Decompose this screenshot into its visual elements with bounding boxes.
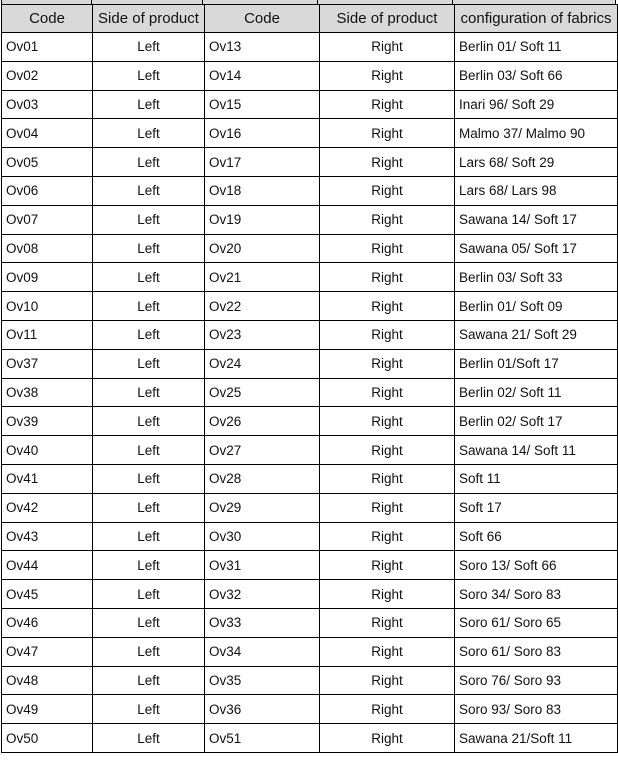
side-right-cell: Right [320, 119, 455, 148]
code-right-cell: Ov31 [205, 551, 320, 580]
fabric-config-cell: Inari 96/ Soft 29 [455, 90, 618, 119]
table-row [2, 205, 618, 234]
side-right-cell: Right [320, 464, 455, 493]
side-right-cell: Right [320, 349, 455, 378]
code-left-cell: Ov46 [2, 608, 93, 637]
table-row [2, 320, 618, 349]
table-row [2, 176, 618, 205]
side-right-cell: Right [320, 320, 455, 349]
table-row [2, 637, 618, 666]
table-row [2, 119, 618, 148]
code-right-cell: Ov33 [205, 608, 320, 637]
code-left-cell: Ov41 [2, 464, 93, 493]
table-row [2, 493, 618, 522]
table-row [2, 90, 618, 119]
fabric-config-cell: Soro 13/ Soft 66 [455, 551, 618, 580]
fabric-config-cell: Sawana 21/ Soft 29 [455, 320, 618, 349]
code-left-cell: Ov42 [2, 493, 93, 522]
code-right-cell: Ov16 [205, 119, 320, 148]
code-right-cell: Ov27 [205, 436, 320, 465]
fabric-config-cell: Berlin 01/Soft 17 [455, 349, 618, 378]
side-right-cell: Right [320, 493, 455, 522]
code-right-cell: Ov30 [205, 522, 320, 551]
fabric-config-cell: Sawana 14/ Soft 17 [455, 205, 618, 234]
code-right-cell: Ov22 [205, 292, 320, 321]
code-left-cell: Ov37 [2, 349, 93, 378]
side-left-cell: Left [93, 666, 205, 695]
code-left-cell: Ov38 [2, 378, 93, 407]
table-row [2, 551, 618, 580]
table-row [2, 580, 618, 609]
code-right-cell: Ov32 [205, 580, 320, 609]
code-left-cell: Ov47 [2, 637, 93, 666]
side-right-cell: Right [320, 61, 455, 90]
code-right-cell: Ov36 [205, 695, 320, 724]
code-right-cell: Ov20 [205, 234, 320, 263]
header-side-left: Side of product [93, 5, 205, 33]
table-row [2, 148, 618, 177]
side-right-cell: Right [320, 608, 455, 637]
table-row [2, 522, 618, 551]
fabric-config-cell: Soro 61/ Soro 65 [455, 608, 618, 637]
code-left-cell: Ov02 [2, 61, 93, 90]
cropped-cell [203, 0, 318, 4]
fabric-config-cell: Berlin 02/ Soft 17 [455, 407, 618, 436]
fabric-config-cell: Soro 76/ Soro 93 [455, 666, 618, 695]
side-left-cell: Left [93, 608, 205, 637]
fabric-config-cell: Soft 11 [455, 464, 618, 493]
code-left-cell: Ov06 [2, 176, 93, 205]
table-row [2, 234, 618, 263]
side-left-cell: Left [93, 349, 205, 378]
fabric-config-cell: Soro 61/ Soro 83 [455, 637, 618, 666]
code-right-cell: Ov34 [205, 637, 320, 666]
fabric-config-cell: Soft 66 [455, 522, 618, 551]
side-right-cell: Right [320, 724, 455, 753]
table-row [2, 436, 618, 465]
code-left-cell: Ov50 [2, 724, 93, 753]
fabric-config-cell: Sawana 05/ Soft 17 [455, 234, 618, 263]
side-left-cell: Left [93, 61, 205, 90]
code-right-cell: Ov29 [205, 493, 320, 522]
side-left-cell: Left [93, 234, 205, 263]
code-left-cell: Ov43 [2, 522, 93, 551]
side-left-cell: Left [93, 378, 205, 407]
code-right-cell: Ov13 [205, 33, 320, 62]
side-left-cell: Left [93, 263, 205, 292]
side-left-cell: Left [93, 724, 205, 753]
fabric-config-cell: Lars 68/ Soft 29 [455, 148, 618, 177]
code-left-cell: Ov05 [2, 148, 93, 177]
cropped-cell [318, 0, 453, 4]
side-left-cell: Left [93, 637, 205, 666]
cropped-row-strip [1, 0, 616, 4]
table-row [2, 33, 618, 62]
header-fabric-config: configuration of fabrics [455, 5, 618, 33]
side-right-cell: Right [320, 695, 455, 724]
code-left-cell: Ov03 [2, 90, 93, 119]
side-left-cell: Left [93, 436, 205, 465]
code-left-cell: Ov01 [2, 33, 93, 62]
table-row [2, 724, 618, 753]
table-row [2, 378, 618, 407]
code-right-cell: Ov18 [205, 176, 320, 205]
side-right-cell: Right [320, 407, 455, 436]
side-right-cell: Right [320, 263, 455, 292]
cropped-cell [1, 0, 92, 4]
code-left-cell: Ov11 [2, 320, 93, 349]
side-left-cell: Left [93, 464, 205, 493]
code-left-cell: Ov45 [2, 580, 93, 609]
side-left-cell: Left [93, 320, 205, 349]
fabric-config-cell: Soro 93/ Soro 83 [455, 695, 618, 724]
table-row [2, 292, 618, 321]
fabric-config-cell: Malmo 37/ Malmo 90 [455, 119, 618, 148]
side-left-cell: Left [93, 148, 205, 177]
side-left-cell: Left [93, 493, 205, 522]
side-left-cell: Left [93, 695, 205, 724]
code-left-cell: Ov10 [2, 292, 93, 321]
code-right-cell: Ov17 [205, 148, 320, 177]
code-right-cell: Ov28 [205, 464, 320, 493]
side-left-cell: Left [93, 522, 205, 551]
side-left-cell: Left [93, 407, 205, 436]
fabric-config-cell: Sawana 14/ Soft 11 [455, 436, 618, 465]
table-row [2, 464, 618, 493]
side-right-cell: Right [320, 378, 455, 407]
side-left-cell: Left [93, 580, 205, 609]
code-right-cell: Ov21 [205, 263, 320, 292]
fabric-config-cell: Berlin 03/ Soft 33 [455, 263, 618, 292]
side-right-cell: Right [320, 551, 455, 580]
side-right-cell: Right [320, 90, 455, 119]
fabric-config-cell: Berlin 01/ Soft 11 [455, 33, 618, 62]
side-left-cell: Left [93, 119, 205, 148]
table-row [2, 263, 618, 292]
side-right-cell: Right [320, 436, 455, 465]
header-code-right: Code [205, 5, 320, 33]
code-left-cell: Ov04 [2, 119, 93, 148]
table-row [2, 349, 618, 378]
side-left-cell: Left [93, 551, 205, 580]
side-right-cell: Right [320, 176, 455, 205]
code-right-cell: Ov14 [205, 61, 320, 90]
fabric-config-cell: Soro 34/ Soro 83 [455, 580, 618, 609]
code-right-cell: Ov24 [205, 349, 320, 378]
table-row [2, 608, 618, 637]
header-side-right: Side of product [320, 5, 455, 33]
side-left-cell: Left [93, 90, 205, 119]
side-right-cell: Right [320, 580, 455, 609]
code-right-cell: Ov25 [205, 378, 320, 407]
table-row [2, 666, 618, 695]
code-right-cell: Ov15 [205, 90, 320, 119]
side-left-cell: Left [93, 292, 205, 321]
side-right-cell: Right [320, 148, 455, 177]
side-right-cell: Right [320, 234, 455, 263]
code-left-cell: Ov40 [2, 436, 93, 465]
table-row [2, 407, 618, 436]
code-left-cell: Ov44 [2, 551, 93, 580]
code-right-cell: Ov23 [205, 320, 320, 349]
table-row [2, 61, 618, 90]
code-left-cell: Ov39 [2, 407, 93, 436]
side-right-cell: Right [320, 637, 455, 666]
side-right-cell: Right [320, 292, 455, 321]
table-header [2, 5, 618, 33]
side-left-cell: Left [93, 33, 205, 62]
side-right-cell: Right [320, 522, 455, 551]
code-right-cell: Ov19 [205, 205, 320, 234]
fabric-config-cell: Berlin 03/ Soft 66 [455, 61, 618, 90]
header-row [2, 5, 618, 33]
fabric-config-table [1, 4, 618, 753]
table-row [2, 695, 618, 724]
code-left-cell: Ov48 [2, 666, 93, 695]
fabric-config-cell: Berlin 01/ Soft 09 [455, 292, 618, 321]
code-left-cell: Ov09 [2, 263, 93, 292]
side-right-cell: Right [320, 666, 455, 695]
header-code-left: Code [2, 5, 93, 33]
code-left-cell: Ov08 [2, 234, 93, 263]
side-right-cell: Right [320, 33, 455, 62]
cropped-cell [453, 0, 616, 4]
table-body [2, 33, 618, 753]
code-right-cell: Ov51 [205, 724, 320, 753]
code-right-cell: Ov35 [205, 666, 320, 695]
fabric-config-cell: Berlin 02/ Soft 11 [455, 378, 618, 407]
cropped-cell [92, 0, 203, 4]
fabric-config-cell: Soft 17 [455, 493, 618, 522]
side-right-cell: Right [320, 205, 455, 234]
fabric-config-cell: Sawana 21/Soft 11 [455, 724, 618, 753]
side-left-cell: Left [93, 176, 205, 205]
code-left-cell: Ov07 [2, 205, 93, 234]
side-left-cell: Left [93, 205, 205, 234]
fabric-config-cell: Lars 68/ Lars 98 [455, 176, 618, 205]
code-left-cell: Ov49 [2, 695, 93, 724]
code-right-cell: Ov26 [205, 407, 320, 436]
